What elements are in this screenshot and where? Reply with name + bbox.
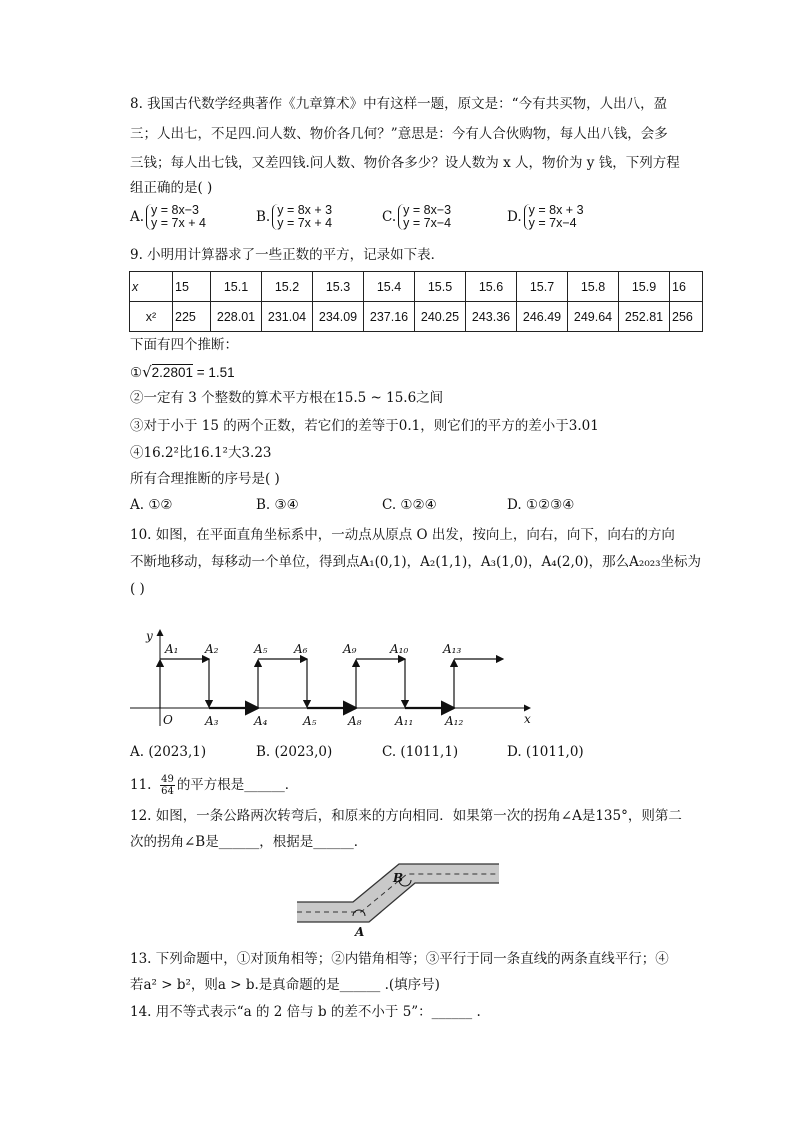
equation-system: y = 8x−3 y = 7x−4 xyxy=(398,204,451,230)
table-cell: 256 xyxy=(670,302,703,332)
table-cell: 252.81 xyxy=(619,302,670,332)
q11-line: 11. $\frac{49}{64}$ 的平方根是______． xyxy=(130,774,299,797)
point-label: A₁ xyxy=(165,642,179,656)
table-cell: 15 xyxy=(173,272,211,302)
q9-question: 所有合理推断的序号是( ) xyxy=(130,471,280,487)
point-label: A₁₁ xyxy=(395,714,414,728)
table-cell: 16 xyxy=(670,272,703,302)
table-cell: 228.01 xyxy=(211,302,262,332)
q8-option-d[interactable]: D. y = 8x + 3 y = 7x−4 xyxy=(507,203,584,230)
q8-line-3: 三钱；每人出七钱，又差四钱.问人数、物价各多少？设人数为 x 人，物价为 y 钱，下列方程 xyxy=(130,155,680,171)
q10-line-1: 10. 如图，在平面直角坐标系中，一动点从原点 O 出发，按向上，向右，向下，向右的方向 xyxy=(130,527,675,543)
table-cell: 15.7 xyxy=(517,272,568,302)
road-figure xyxy=(295,862,501,944)
q8-line-1: 8. 我国古代数学经典著作《九章算术》中有这样一题，原文是：“今有共买物，人出八，盈 xyxy=(130,96,668,112)
q8-option-c[interactable]: C. y = 8x−3 y = 7x−4 xyxy=(382,203,452,230)
q10-option-b[interactable]: B. (2023,0) xyxy=(256,744,333,760)
equation-system: y = 8x−3 y = 7x + 4 xyxy=(146,204,206,230)
table-cell: 15.5 xyxy=(415,272,466,302)
squares-table xyxy=(129,271,703,332)
q10-line-2: 不断地移动，每移动一个单位，得到点A₁(0,1)，A₂(1,1)，A₃(1,0)，A₄(2,0)，那么A₂₀₂₃坐标为 xyxy=(130,554,702,570)
table-header-x: x xyxy=(130,272,173,302)
coordinate-path-figure xyxy=(125,622,545,730)
q14-line-1: 14. 用不等式表示“a 的 2 倍与 b 的差不小于 5”：______ . xyxy=(130,1004,481,1020)
table-cell: 237.16 xyxy=(364,302,415,332)
q10-option-a[interactable]: A. (2023,1) xyxy=(130,744,207,760)
table-cell: 246.49 xyxy=(517,302,568,332)
point-label: A₁₀ xyxy=(390,642,409,656)
point-label: A₃ xyxy=(205,714,219,728)
point-label: A₉ xyxy=(343,642,357,656)
q10-option-d[interactable]: D. (1011,0) xyxy=(507,744,584,760)
fraction: $\frac{49}{64}$ xyxy=(161,774,174,797)
table-cell: 249.64 xyxy=(568,302,619,332)
table-cell: 225 xyxy=(173,302,211,332)
q8-option-a[interactable]: A. y = 8x−3 y = 7x + 4 xyxy=(130,203,206,230)
q10-options xyxy=(130,744,710,776)
table-cell: 15.8 xyxy=(568,272,619,302)
q9-stem: 9. 小明用计算器求了一些正数的平方，记录如下表． xyxy=(130,247,445,263)
table-cell: 15.1 xyxy=(211,272,262,302)
table-cell: 15.9 xyxy=(619,272,670,302)
q9-statement-2: ②一定有 3 个整数的算术平方根在15.5 ~ 15.6之间 xyxy=(130,390,444,406)
q10-line-3: ( ) xyxy=(130,581,145,597)
point-label: A₈ xyxy=(348,714,362,728)
q9-statement-3: ③对于小于 15 的两个正数，若它们的差等于0.1，则它们的平方的差小于3.01 xyxy=(130,418,599,434)
q8-line-2: 三；人出七，不足四.问人数、物价各几何？”意思是：今有人合伙购物，每人出八钱，会多 xyxy=(130,126,668,142)
equation-system: y = 8x + 3 y = 7x + 4 xyxy=(272,204,332,230)
q9-option-b[interactable]: B. ③④ xyxy=(256,497,299,513)
point-label: A₁₂ xyxy=(445,714,464,728)
table-cell: 15.4 xyxy=(364,272,415,302)
table-cell: 15.3 xyxy=(313,272,364,302)
table-header-x-squared: x² xyxy=(130,302,173,332)
q8-option-b[interactable]: B. y = 8x + 3 y = 7x + 4 xyxy=(256,203,333,230)
q9-option-c[interactable]: C. ①②④ xyxy=(382,497,437,513)
point-label: A₅ xyxy=(303,714,317,728)
table-cell: 231.04 xyxy=(262,302,313,332)
q9-statement-1: ①√2.2801 = 1.51 xyxy=(130,363,235,381)
q9-option-d[interactable]: D. ①②③④ xyxy=(507,497,575,513)
y-axis-label: y xyxy=(146,629,153,643)
point-label: A₁₃ xyxy=(443,642,462,656)
q12-line-2: 次的拐角∠B是______，根据是______． xyxy=(130,834,368,850)
point-label: A₅ xyxy=(254,642,268,656)
table-row xyxy=(130,302,703,332)
table-cell: 234.09 xyxy=(313,302,364,332)
table-cell: 15.6 xyxy=(466,272,517,302)
q13-line-1: 13. 下列命题中，①对顶角相等；②内错角相等；③平行于同一条直线的两条直线平行；④ xyxy=(130,951,669,967)
table-cell: 243.36 xyxy=(466,302,517,332)
q9-option-a[interactable]: A. ①② xyxy=(130,497,173,513)
q10-option-c[interactable]: C. (1011,1) xyxy=(382,744,459,760)
x-axis-label: x xyxy=(524,712,531,726)
point-label: A₄ xyxy=(254,714,268,728)
angle-b-label: B xyxy=(393,871,404,885)
point-label: A₆ xyxy=(294,642,308,656)
q9-statement-4: ④16.2²比16.1²大3.23 xyxy=(130,445,272,461)
q9-intro: 下面有四个推断： xyxy=(130,337,238,353)
q13-line-2: 若a² > b²，则a > b.是真命题的是______ .(填序号) xyxy=(130,977,440,993)
table-cell: 240.25 xyxy=(415,302,466,332)
table-cell: 15.2 xyxy=(262,272,313,302)
origin-label: O xyxy=(163,713,173,727)
table-row xyxy=(130,272,703,302)
q8-line-4: 组正确的是( ) xyxy=(130,180,213,196)
equation-system: y = 8x + 3 y = 7x−4 xyxy=(524,204,584,230)
q8-options xyxy=(130,204,710,236)
q12-line-1: 12. 如图，一条公路两次转弯后，和原来的方向相同．如果第一次的拐角∠A是135°，则第二 xyxy=(130,808,682,824)
angle-a-label: A xyxy=(355,925,365,939)
point-label: A₂ xyxy=(205,642,219,656)
